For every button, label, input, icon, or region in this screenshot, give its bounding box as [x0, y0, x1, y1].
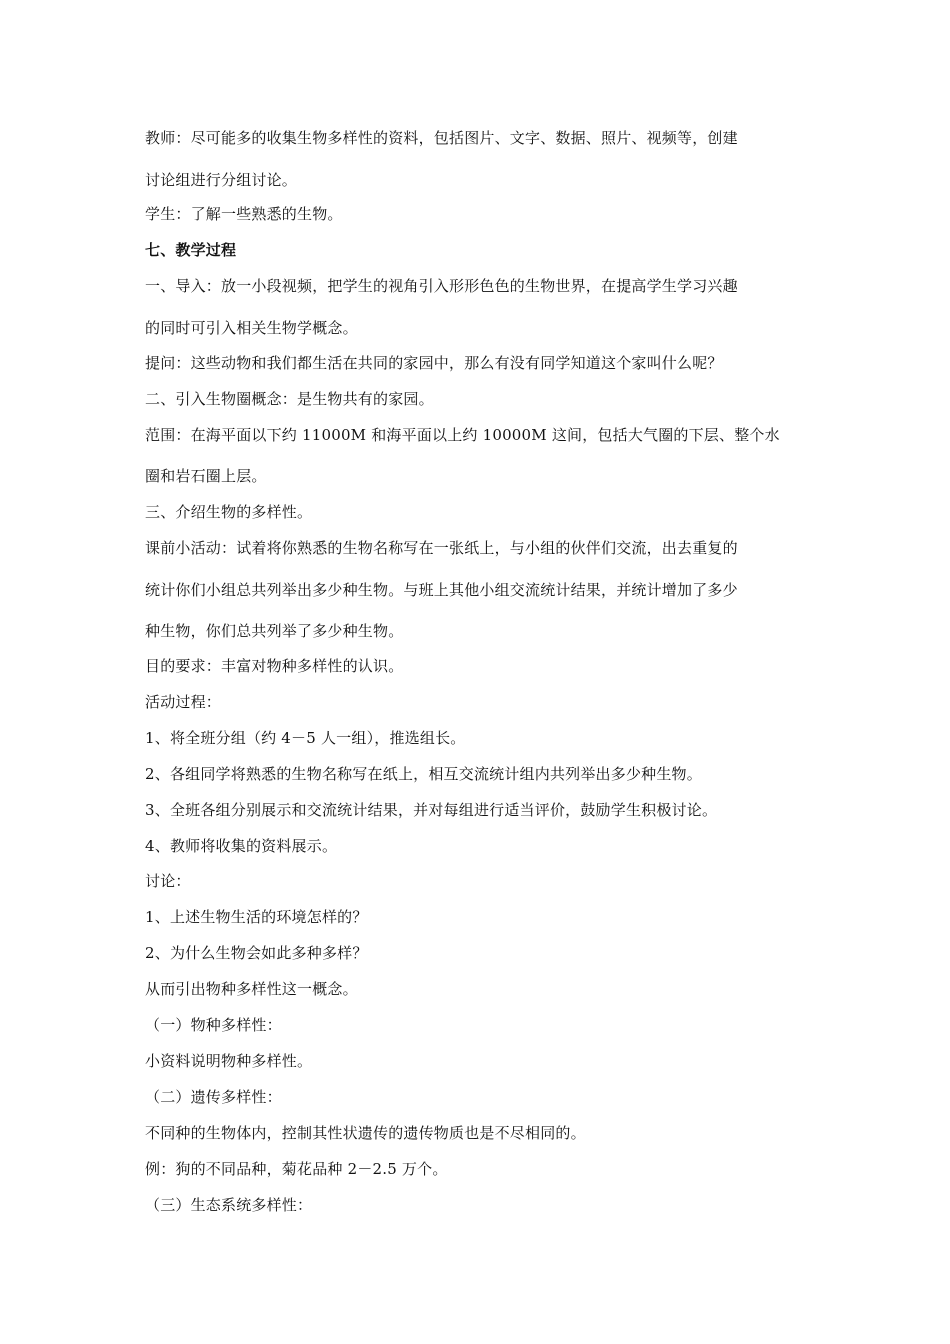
paragraph-line: 讨论组进行分组讨论。	[145, 171, 298, 189]
paragraph-line: 课前小活动：试着将你熟悉的生物名称写在一张纸上，与小组的伙伴们交流，出去重复的	[145, 539, 738, 557]
list-item: 3、全班各组分别展示和交流统计结果，并对每组进行适当评价，鼓励学生积极讨论。	[145, 801, 718, 819]
list-item: 2、为什么生物会如此多种多样？	[145, 944, 368, 962]
list-item: 2、各组同学将熟悉的生物名称写在纸上，相互交流统计组内共列举出多少种生物。	[145, 765, 702, 783]
list-item: 4、教师将收集的资料展示。	[145, 837, 338, 855]
subheading: （一）物种多样性：	[145, 1016, 282, 1034]
paragraph-line: 目的要求：丰富对物种多样性的认识。	[145, 657, 404, 675]
paragraph-line: 不同种的生物体内，控制其性状遗传的遗传物质也是不尽相同的。	[145, 1124, 586, 1142]
subheading: （三）生态系统多样性：	[145, 1196, 313, 1214]
subheading: （二）遗传多样性：	[145, 1088, 282, 1106]
paragraph-line: 圈和岩石圈上层。	[145, 467, 267, 485]
paragraph-line: 提问：这些动物和我们都生活在共同的家园中，那么有没有同学知道这个家叫什么呢？	[145, 354, 723, 372]
paragraph-line: 三、介绍生物的多样性。	[145, 503, 313, 521]
paragraph-line: 学生：了解一些熟悉的生物。	[145, 205, 343, 223]
paragraph-line: 种生物，你们总共列举了多少种生物。	[145, 622, 404, 640]
section-heading: 七、教学过程	[145, 241, 237, 259]
paragraph-line: 活动过程：	[145, 693, 222, 711]
paragraph-line: 讨论：	[145, 872, 191, 890]
paragraph-line: 教师：尽可能多的收集生物多样性的资料，包括图片、文字、数据、照片、视频等，创建	[145, 129, 738, 147]
list-item: 1、上述生物生活的环境怎样的？	[145, 908, 368, 926]
paragraph-line: 一、导入：放一小段视频，把学生的视角引入形形色色的生物世界，在提高学生学习兴趣	[145, 277, 738, 295]
paragraph-line: 从而引出物种多样性这一概念。	[145, 980, 358, 998]
paragraph-line: 的同时可引入相关生物学概念。	[145, 319, 358, 337]
paragraph-line: 范围：在海平面以下约 11000M 和海平面以上约 10000M 这间，包括大气圈的下层、整个水	[145, 426, 780, 444]
paragraph-line: 二、引入生物圈概念：是生物共有的家园。	[145, 390, 434, 408]
paragraph-line: 例：狗的不同品种，菊花品种 2－2.5 万个。	[145, 1160, 448, 1178]
paragraph-line: 小资料说明物种多样性。	[145, 1052, 313, 1070]
list-item: 1、将全班分组（约 4－5 人一组），推选组长。	[145, 729, 466, 747]
paragraph-line: 统计你们小组总共列举出多少种生物。与班上其他小组交流统计结果，并统计增加了多少	[145, 581, 738, 599]
